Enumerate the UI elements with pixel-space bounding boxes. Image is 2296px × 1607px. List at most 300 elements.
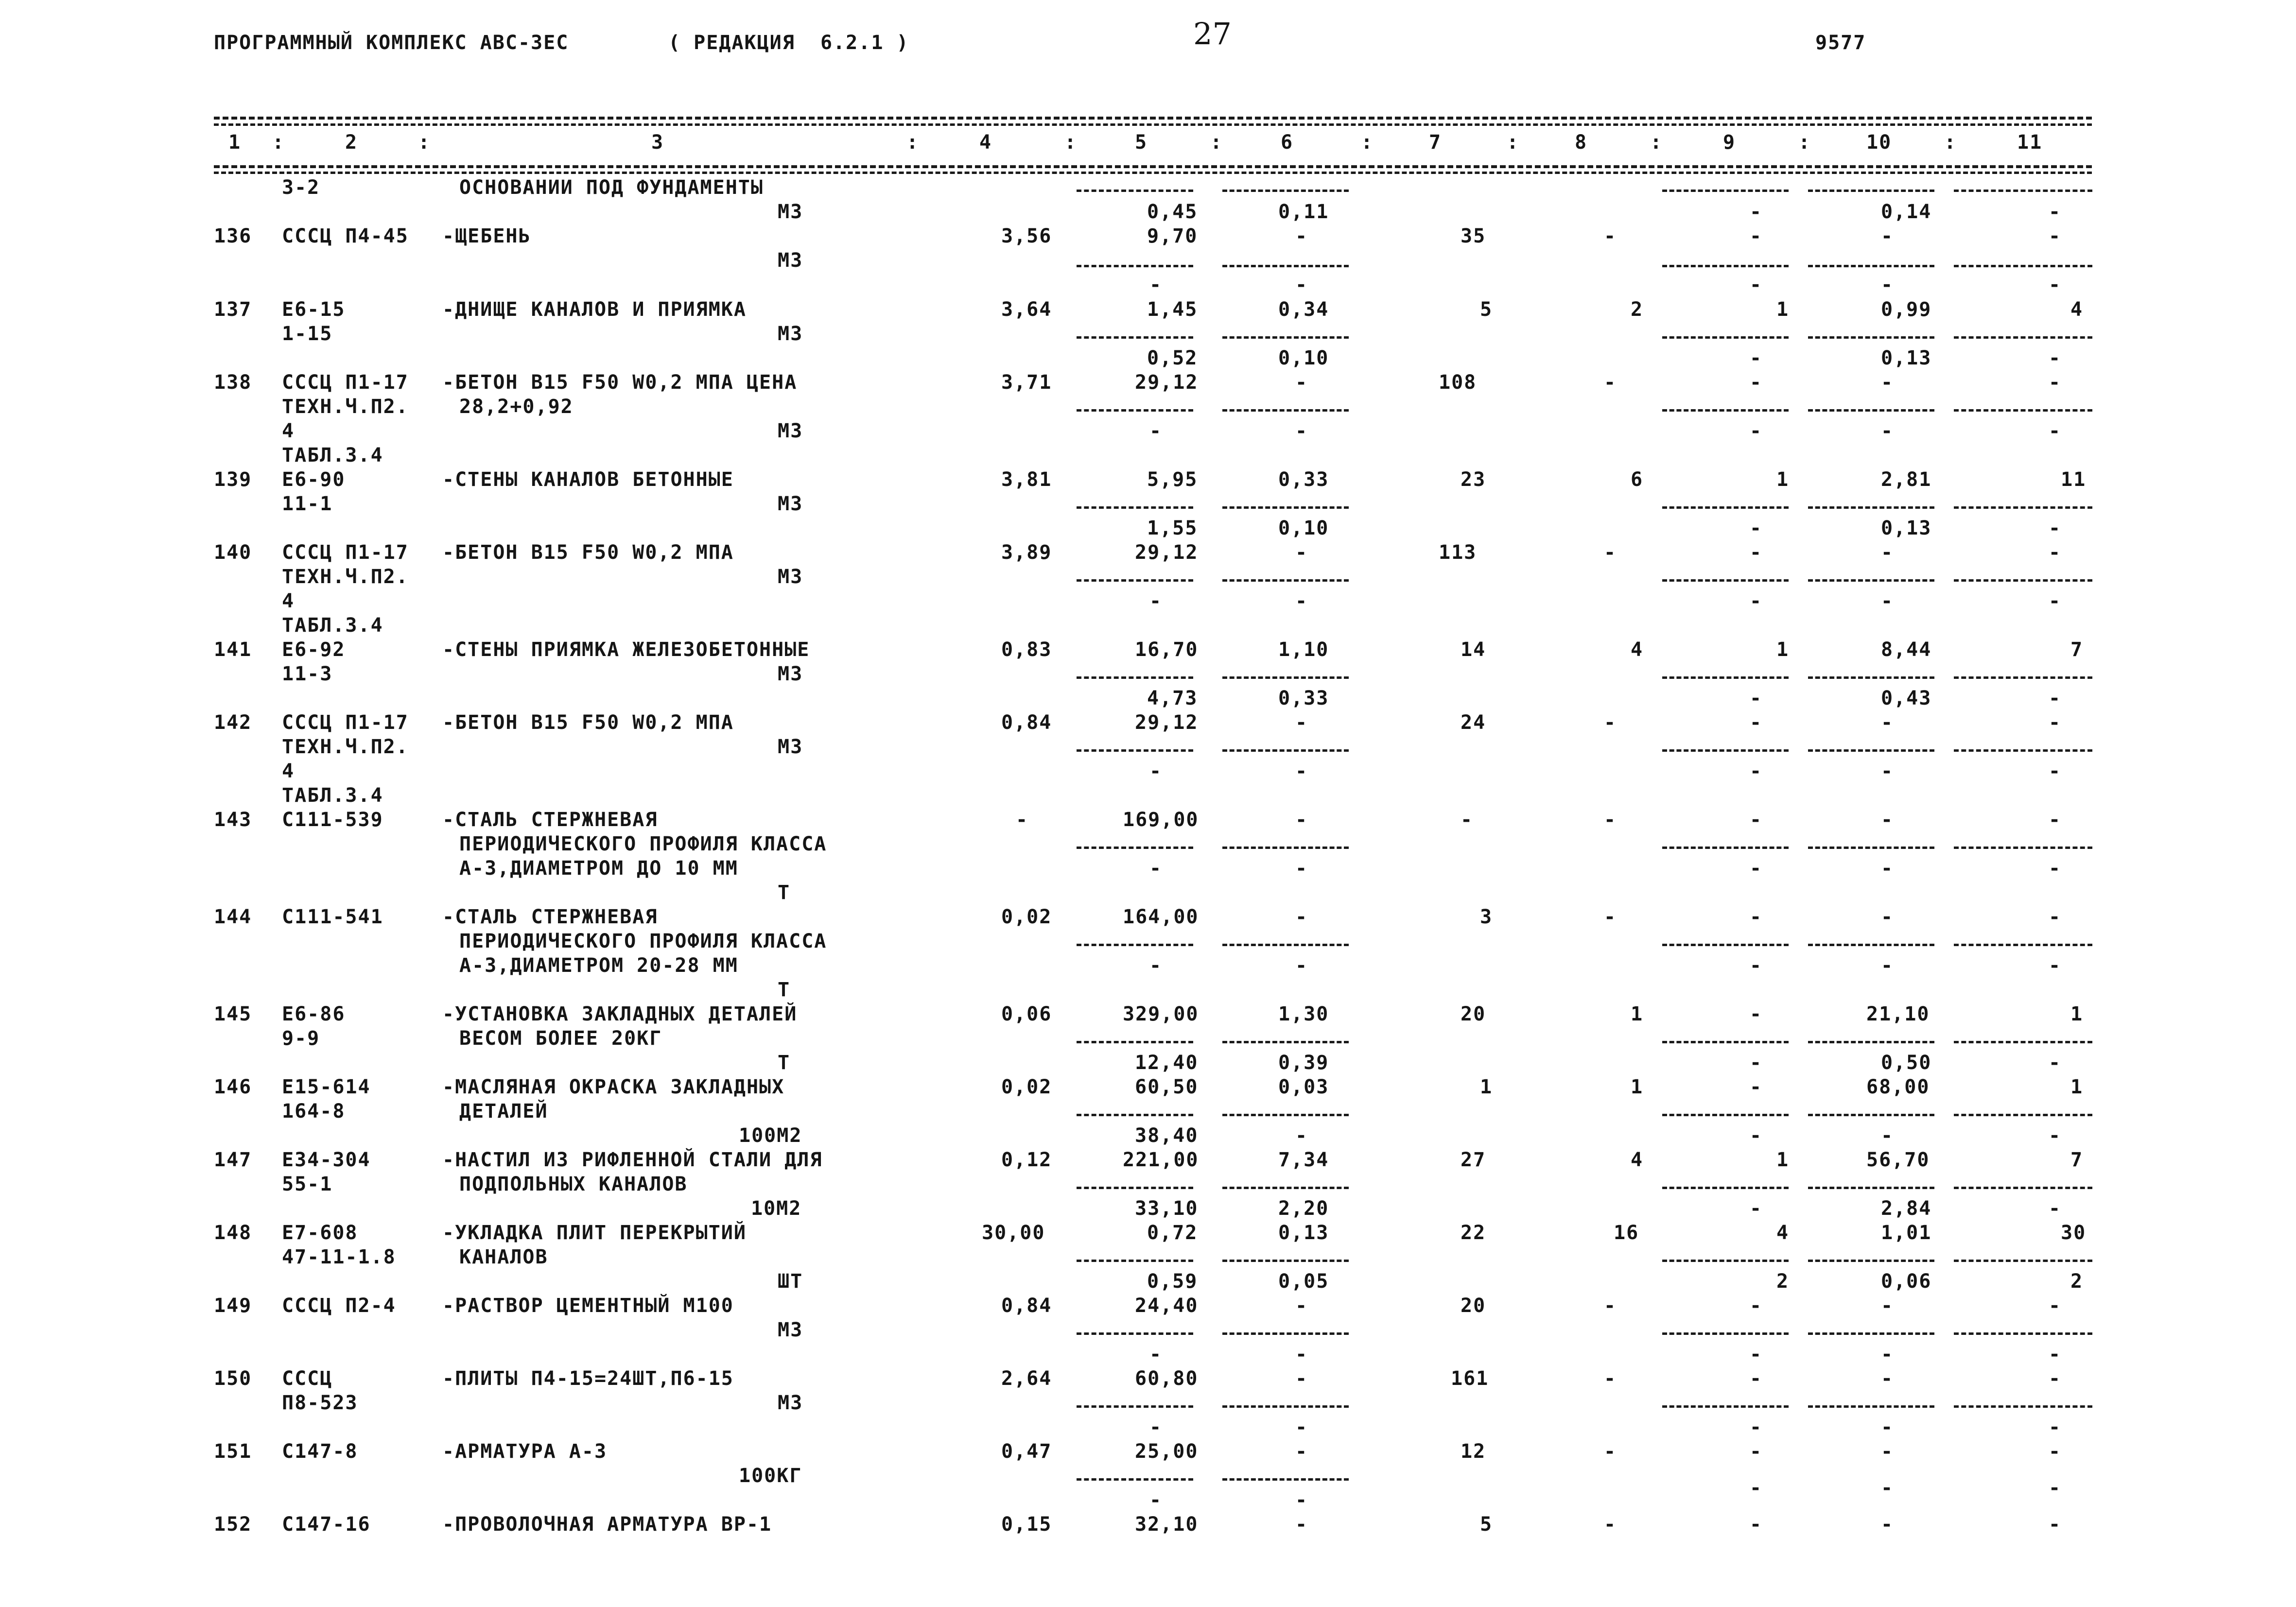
separator xyxy=(1954,1260,2092,1262)
row-description: -АРМАТУРА А-3 xyxy=(442,1440,608,1463)
cell: 7 xyxy=(2070,639,2084,661)
row-unit: Т xyxy=(778,979,791,1001)
cell: - xyxy=(1881,711,1894,734)
row-code: Е15-614 xyxy=(282,1076,371,1098)
separator xyxy=(1222,944,1349,946)
cell: 4 xyxy=(1776,1222,1790,1244)
row-number: 139 xyxy=(214,468,252,491)
separator xyxy=(1077,506,1193,509)
cell: - xyxy=(1750,1343,1763,1365)
cell: - xyxy=(1295,954,1308,977)
separator xyxy=(1954,676,2092,679)
col-sep: : xyxy=(272,131,285,154)
cell: - xyxy=(2049,760,2062,782)
cell: 6 xyxy=(1631,468,1644,491)
separator xyxy=(1077,1405,1193,1408)
cell: 1 xyxy=(1776,298,1790,321)
row-unit: ШТ xyxy=(778,1270,803,1293)
cell: 0,84 xyxy=(1001,711,1052,734)
row-number: 137 xyxy=(214,298,252,321)
cell: 1 xyxy=(2070,1003,2084,1025)
cell: - xyxy=(1881,541,1894,564)
separator xyxy=(1808,1405,1934,1408)
cell: 38,40 xyxy=(1135,1124,1199,1147)
cell: 16 xyxy=(1614,1222,1639,1244)
cell: - xyxy=(1750,347,1763,369)
cell: - xyxy=(1750,274,1763,296)
cell: - xyxy=(1604,541,1617,564)
table-top-rule-2 xyxy=(214,123,2092,126)
row-description: -ДНИЩЕ КАНАЛОВ И ПРИЯМКА xyxy=(442,298,747,321)
cell: - xyxy=(2049,1513,2062,1536)
separator xyxy=(1662,847,1789,849)
separator xyxy=(1222,265,1349,267)
row-code: Е6-15 xyxy=(282,298,346,321)
col-header-11: 11 xyxy=(2017,131,2043,154)
row-number: 151 xyxy=(214,1440,252,1463)
cell: 0,83 xyxy=(1001,639,1052,661)
cell: 11 xyxy=(2061,468,2087,491)
cell: - xyxy=(1881,1367,1894,1390)
cell: - xyxy=(1295,1513,1308,1536)
row-number: 152 xyxy=(214,1513,252,1536)
cell: 30 xyxy=(2061,1222,2087,1244)
row-description: -ПЛИТЫ П4-15=24ШТ,П6-15 xyxy=(442,1367,734,1390)
separator xyxy=(1808,1332,1934,1335)
separator xyxy=(1662,579,1789,582)
row-description: -УКЛАДКА ПЛИТ ПЕРЕКРЫТИЙ xyxy=(442,1222,747,1244)
cell: 0,99 xyxy=(1881,298,1932,321)
cell: - xyxy=(1881,760,1894,782)
cell: 5 xyxy=(1480,1513,1493,1536)
cell: - xyxy=(1149,420,1163,442)
cell: - xyxy=(1750,1003,1763,1025)
cell: - xyxy=(2049,371,2062,394)
cell: 16,70 xyxy=(1135,639,1199,661)
cell: - xyxy=(1750,541,1763,564)
cell: - xyxy=(2049,954,2062,977)
cell: 164,00 xyxy=(1123,906,1199,928)
separator xyxy=(1077,944,1193,946)
separator xyxy=(1222,336,1349,339)
separator xyxy=(1662,944,1789,946)
row-code-extra: ТАБЛ.3.4 xyxy=(282,614,383,637)
row-description-extra: ПОДПОЛЬНЫХ КАНАЛОВ xyxy=(459,1173,688,1195)
row-description: -ПРОВОЛОЧНАЯ АРМАТУРА ВР-1 xyxy=(442,1513,772,1536)
cell: - xyxy=(1604,1440,1617,1463)
table-top-rule xyxy=(214,117,2092,120)
separator xyxy=(1808,1187,1934,1189)
row-code: СССЦ П4-45 xyxy=(282,225,409,247)
separator xyxy=(1222,1478,1349,1481)
cell: - xyxy=(2049,1295,2062,1317)
edition-label: ( РЕДАКЦИЯ 6.2.1 ) xyxy=(668,32,909,54)
table-header-bottom-rule-2 xyxy=(214,172,2092,174)
separator xyxy=(1222,1405,1349,1408)
separator xyxy=(1222,506,1349,509)
cell: - xyxy=(1750,687,1763,709)
cell: 0,43 xyxy=(1881,687,1932,709)
cell: - xyxy=(2049,225,2062,247)
row-number: 146 xyxy=(214,1076,252,1098)
row-description: -РАСТВОР ЦЕМЕНТНЫЙ М100 xyxy=(442,1295,734,1317)
cell: - xyxy=(1295,1367,1308,1390)
row-unit: 100КГ xyxy=(739,1465,802,1487)
cell: - xyxy=(1750,1295,1763,1317)
cell: 24,40 xyxy=(1135,1295,1199,1317)
separator xyxy=(1077,1187,1193,1189)
row-code-extra: ТАБЛ.3.4 xyxy=(282,444,383,467)
cell: 1,45 xyxy=(1147,298,1198,321)
cell: 1 xyxy=(1776,468,1790,491)
row-description: ОСНОВАНИИ ПОД ФУНДАМЕНТЫ xyxy=(459,176,764,199)
cell: 3,81 xyxy=(1001,468,1052,491)
cell: 1 xyxy=(2070,1076,2084,1098)
separator xyxy=(1077,847,1193,849)
separator xyxy=(1077,676,1193,679)
cell: 0,02 xyxy=(1001,906,1052,928)
cell: - xyxy=(1295,590,1308,612)
separator xyxy=(1662,749,1789,752)
cell: - xyxy=(1750,1477,1763,1499)
cell: 1 xyxy=(1776,639,1790,661)
row-code-extra: 55-1 xyxy=(282,1173,333,1195)
cell: - xyxy=(1295,274,1308,296)
cell: 0,05 xyxy=(1278,1270,1329,1293)
separator xyxy=(1077,749,1193,752)
cell: - xyxy=(1881,1124,1894,1147)
cell: - xyxy=(2049,201,2062,223)
separator xyxy=(1954,1114,2092,1116)
row-description-extra: ДЕТАЛЕЙ xyxy=(459,1100,548,1123)
separator xyxy=(1662,336,1789,339)
cell: 0,10 xyxy=(1278,347,1329,369)
row-number: 150 xyxy=(214,1367,252,1390)
row-unit: М3 xyxy=(778,201,803,223)
cell: - xyxy=(1295,906,1308,928)
cell: 0,33 xyxy=(1278,687,1329,709)
cell: - xyxy=(1295,760,1308,782)
cell: 5,95 xyxy=(1147,468,1198,491)
cell: - xyxy=(2049,809,2062,831)
row-description-extra: ВЕСОМ БОЛЕЕ 20КГ xyxy=(459,1027,662,1050)
row-code: СССЦ П1-17 xyxy=(282,541,409,564)
cell: 1 xyxy=(1776,1149,1790,1171)
cell: - xyxy=(2049,347,2062,369)
cell: 56,70 xyxy=(1866,1149,1930,1171)
cell: 4 xyxy=(1631,1149,1644,1171)
cell: 0,06 xyxy=(1001,1003,1052,1025)
cell: - xyxy=(1604,1295,1617,1317)
row-number: 140 xyxy=(214,541,252,564)
cell: 8,44 xyxy=(1881,639,1932,661)
row-code-extra: 4 xyxy=(282,420,295,442)
cell: 3,56 xyxy=(1001,225,1052,247)
cell: 1 xyxy=(1631,1003,1644,1025)
cell: - xyxy=(1881,590,1894,612)
cell: 2,81 xyxy=(1881,468,1932,491)
row-description: -СТЕНЫ КАНАЛОВ БЕТОННЫЕ xyxy=(442,468,734,491)
cell: 1 xyxy=(1480,1076,1493,1098)
cell: - xyxy=(1604,371,1617,394)
cell: - xyxy=(1881,274,1894,296)
cell: 0,13 xyxy=(1881,347,1932,369)
separator xyxy=(1662,1114,1789,1116)
separator xyxy=(1954,336,2092,339)
row-code-extra: 4 xyxy=(282,760,295,782)
cell: - xyxy=(2049,541,2062,564)
separator xyxy=(1222,1260,1349,1262)
row-code: С147-16 xyxy=(282,1513,371,1536)
cell: 1,10 xyxy=(1278,639,1329,661)
cell: 3,71 xyxy=(1001,371,1052,394)
separator xyxy=(1222,190,1349,192)
separator xyxy=(1808,506,1934,509)
row-number: 136 xyxy=(214,225,252,247)
col-header-2: 2 xyxy=(345,131,358,154)
separator xyxy=(1222,676,1349,679)
separator xyxy=(1077,1260,1193,1262)
cell: - xyxy=(1750,1440,1763,1463)
separator xyxy=(1808,579,1934,582)
row-description: -СТАЛЬ СТЕРЖНЕВАЯ xyxy=(442,906,658,928)
cell: - xyxy=(1881,954,1894,977)
row-number: 142 xyxy=(214,711,252,734)
separator xyxy=(1954,1041,2092,1043)
cell: 0,50 xyxy=(1881,1052,1932,1074)
cell: 20 xyxy=(1461,1003,1486,1025)
row-code: Е6-86 xyxy=(282,1003,346,1025)
cell: - xyxy=(1750,1367,1763,1390)
separator xyxy=(1808,190,1934,192)
cell: - xyxy=(2049,1477,2062,1499)
row-code: С111-541 xyxy=(282,906,383,928)
cell: - xyxy=(1604,225,1617,247)
cell: - xyxy=(2049,1343,2062,1365)
row-description: -УСТАНОВКА ЗАКЛАДНЫХ ДЕТАЛЕЙ xyxy=(442,1003,798,1025)
col-sep: : xyxy=(1650,131,1663,154)
row-description-extra: ПЕРИОДИЧЕСКОГО ПРОФИЛЯ КЛАССА xyxy=(459,833,827,855)
cell: - xyxy=(1750,1513,1763,1536)
row-code: Е6-90 xyxy=(282,468,346,491)
cell: 0,15 xyxy=(1001,1513,1052,1536)
separator xyxy=(1808,749,1934,752)
cell: - xyxy=(1149,274,1163,296)
cell: - xyxy=(1295,1295,1308,1317)
row-description: -БЕТОН В15 F50 W0,2 МПА ЦЕНА xyxy=(442,371,798,394)
cell: 221,00 xyxy=(1123,1149,1199,1171)
separator xyxy=(1954,1187,2092,1189)
row-unit: М3 xyxy=(778,736,803,758)
cell: 29,12 xyxy=(1135,371,1199,394)
separator xyxy=(1077,265,1193,267)
cell: 0,52 xyxy=(1147,347,1198,369)
cell: 2,20 xyxy=(1278,1197,1329,1220)
separator xyxy=(1077,190,1193,192)
cell: - xyxy=(1604,1367,1617,1390)
row-unit: М3 xyxy=(778,420,803,442)
cell: 0,13 xyxy=(1881,517,1932,539)
cell: - xyxy=(1295,371,1308,394)
cell: - xyxy=(1295,1440,1308,1463)
separator xyxy=(1077,1041,1193,1043)
cell: 3,64 xyxy=(1001,298,1052,321)
cell: - xyxy=(1881,225,1894,247)
cell: 27 xyxy=(1461,1149,1486,1171)
cell: 24 xyxy=(1461,711,1486,734)
cell: - xyxy=(1750,1052,1763,1074)
cell: - xyxy=(1149,760,1163,782)
document-number: 9577 xyxy=(1815,32,1866,54)
cell: 7,34 xyxy=(1278,1149,1329,1171)
cell: - xyxy=(1881,1440,1894,1463)
row-unit: М3 xyxy=(778,663,803,685)
cell: - xyxy=(1149,954,1163,977)
col-header-6: 6 xyxy=(1281,131,1294,154)
row-unit: М3 xyxy=(778,1319,803,1341)
cell: - xyxy=(2049,711,2062,734)
row-number: 141 xyxy=(214,639,252,661)
row-description: -СТЕНЫ ПРИЯМКА ЖЕЛЕЗОБЕТОННЫЕ xyxy=(442,639,810,661)
cell: 23 xyxy=(1461,468,1486,491)
separator xyxy=(1808,265,1934,267)
row-code: СССЦ xyxy=(282,1367,333,1390)
cell: 0,14 xyxy=(1881,201,1932,223)
cell: 4 xyxy=(2070,298,2084,321)
separator xyxy=(1954,579,2092,582)
col-header-7: 7 xyxy=(1429,131,1442,154)
cell: - xyxy=(1295,809,1308,831)
cell: - xyxy=(2049,906,2062,928)
col-sep: : xyxy=(1507,131,1520,154)
row-code-extra: ТЕХН.Ч.П2. xyxy=(282,736,409,758)
cell: 0,84 xyxy=(1001,1295,1052,1317)
cell: - xyxy=(1750,517,1763,539)
cell: - xyxy=(1881,420,1894,442)
cell: - xyxy=(1604,906,1617,928)
separator xyxy=(1662,1187,1789,1189)
cell: - xyxy=(1750,225,1763,247)
cell: - xyxy=(1750,371,1763,394)
separator xyxy=(1662,409,1789,412)
cell: 29,12 xyxy=(1135,541,1199,564)
cell: - xyxy=(1295,1124,1308,1147)
row-code: С111-539 xyxy=(282,809,383,831)
row-code-extra: 11-3 xyxy=(282,663,333,685)
row-description-extra: КАНАЛОВ xyxy=(459,1246,548,1268)
cell: - xyxy=(1295,225,1308,247)
row-unit: М3 xyxy=(778,1392,803,1414)
col-sep: : xyxy=(1798,131,1811,154)
cell: - xyxy=(1604,809,1617,831)
cell: 1 xyxy=(1631,1076,1644,1098)
cell: 0,33 xyxy=(1278,468,1329,491)
cell: - xyxy=(1750,954,1763,977)
cell: 4,73 xyxy=(1147,687,1198,709)
separator xyxy=(1077,1478,1193,1481)
cell: 329,00 xyxy=(1123,1003,1199,1025)
cell: - xyxy=(1750,760,1763,782)
cell: - xyxy=(1149,1416,1163,1438)
cell: - xyxy=(1750,420,1763,442)
page-number: 27 xyxy=(1193,16,1232,52)
cell: - xyxy=(2049,687,2062,709)
row-code: Е6-92 xyxy=(282,639,346,661)
cell: - xyxy=(1750,201,1763,223)
cell: 12 xyxy=(1461,1440,1486,1463)
separator xyxy=(1954,265,2092,267)
cell: - xyxy=(1295,857,1308,880)
separator xyxy=(1222,1187,1349,1189)
cell: - xyxy=(1881,1416,1894,1438)
row-code-extra: 164-8 xyxy=(282,1100,346,1123)
cell: 0,59 xyxy=(1147,1270,1198,1293)
cell: 68,00 xyxy=(1866,1076,1930,1098)
col-header-10: 10 xyxy=(1866,131,1892,154)
program-title: ПРОГРАММНЫЙ КОМПЛЕКС АВС-3ЕС xyxy=(214,32,569,54)
cell: 22 xyxy=(1461,1222,1486,1244)
col-sep: : xyxy=(418,131,431,154)
cell: 161 xyxy=(1451,1367,1489,1390)
row-number: 148 xyxy=(214,1222,252,1244)
col-sep: : xyxy=(1210,131,1223,154)
cell: - xyxy=(1750,1076,1763,1098)
col-header-3: 3 xyxy=(651,131,664,154)
cell: 2 xyxy=(1776,1270,1790,1293)
row-code-extra: ТЕХН.Ч.П2. xyxy=(282,566,409,588)
cell: 0,11 xyxy=(1278,201,1329,223)
row-code: СССЦ П1-17 xyxy=(282,371,409,394)
row-code: Е7-608 xyxy=(282,1222,358,1244)
cell: - xyxy=(1750,1416,1763,1438)
col-header-8: 8 xyxy=(1575,131,1588,154)
row-description: -НАСТИЛ ИЗ РИФЛЕННОЙ СТАЛИ ДЛЯ xyxy=(442,1149,823,1171)
cell: - xyxy=(2049,274,2062,296)
separator xyxy=(1808,676,1934,679)
row-code: 3-2 xyxy=(282,176,320,199)
cell: - xyxy=(2049,1124,2062,1147)
col-header-4: 4 xyxy=(979,131,992,154)
cell: - xyxy=(1881,906,1894,928)
col-header-5: 5 xyxy=(1135,131,1148,154)
cell: - xyxy=(1881,1295,1894,1317)
separator xyxy=(1808,1260,1934,1262)
cell: 14 xyxy=(1461,639,1486,661)
cell: 0,02 xyxy=(1001,1076,1052,1098)
cell: 0,72 xyxy=(1147,1222,1198,1244)
cell: - xyxy=(1149,1343,1163,1365)
cell: 33,10 xyxy=(1135,1197,1199,1220)
cell: - xyxy=(1295,1416,1308,1438)
separator xyxy=(1077,336,1193,339)
cell: 0,03 xyxy=(1278,1076,1329,1098)
separator xyxy=(1222,579,1349,582)
row-unit: М3 xyxy=(778,323,803,345)
row-description: -ЩЕБЕНЬ xyxy=(442,225,531,247)
row-description: -МАСЛЯНАЯ ОКРАСКА ЗАКЛАДНЫХ xyxy=(442,1076,785,1098)
cell: 0,47 xyxy=(1001,1440,1052,1463)
separator xyxy=(1808,1114,1934,1116)
row-number: 149 xyxy=(214,1295,252,1317)
row-code-extra: ТАБЛ.3.4 xyxy=(282,784,383,807)
separator xyxy=(1954,506,2092,509)
cell: - xyxy=(1295,420,1308,442)
cell: - xyxy=(1149,590,1163,612)
cell: - xyxy=(2049,857,2062,880)
row-description-extra: А-3,ДИАМЕТРОМ 20-28 ММ xyxy=(459,954,738,977)
cell: - xyxy=(1750,906,1763,928)
cell: 12,40 xyxy=(1135,1052,1199,1074)
